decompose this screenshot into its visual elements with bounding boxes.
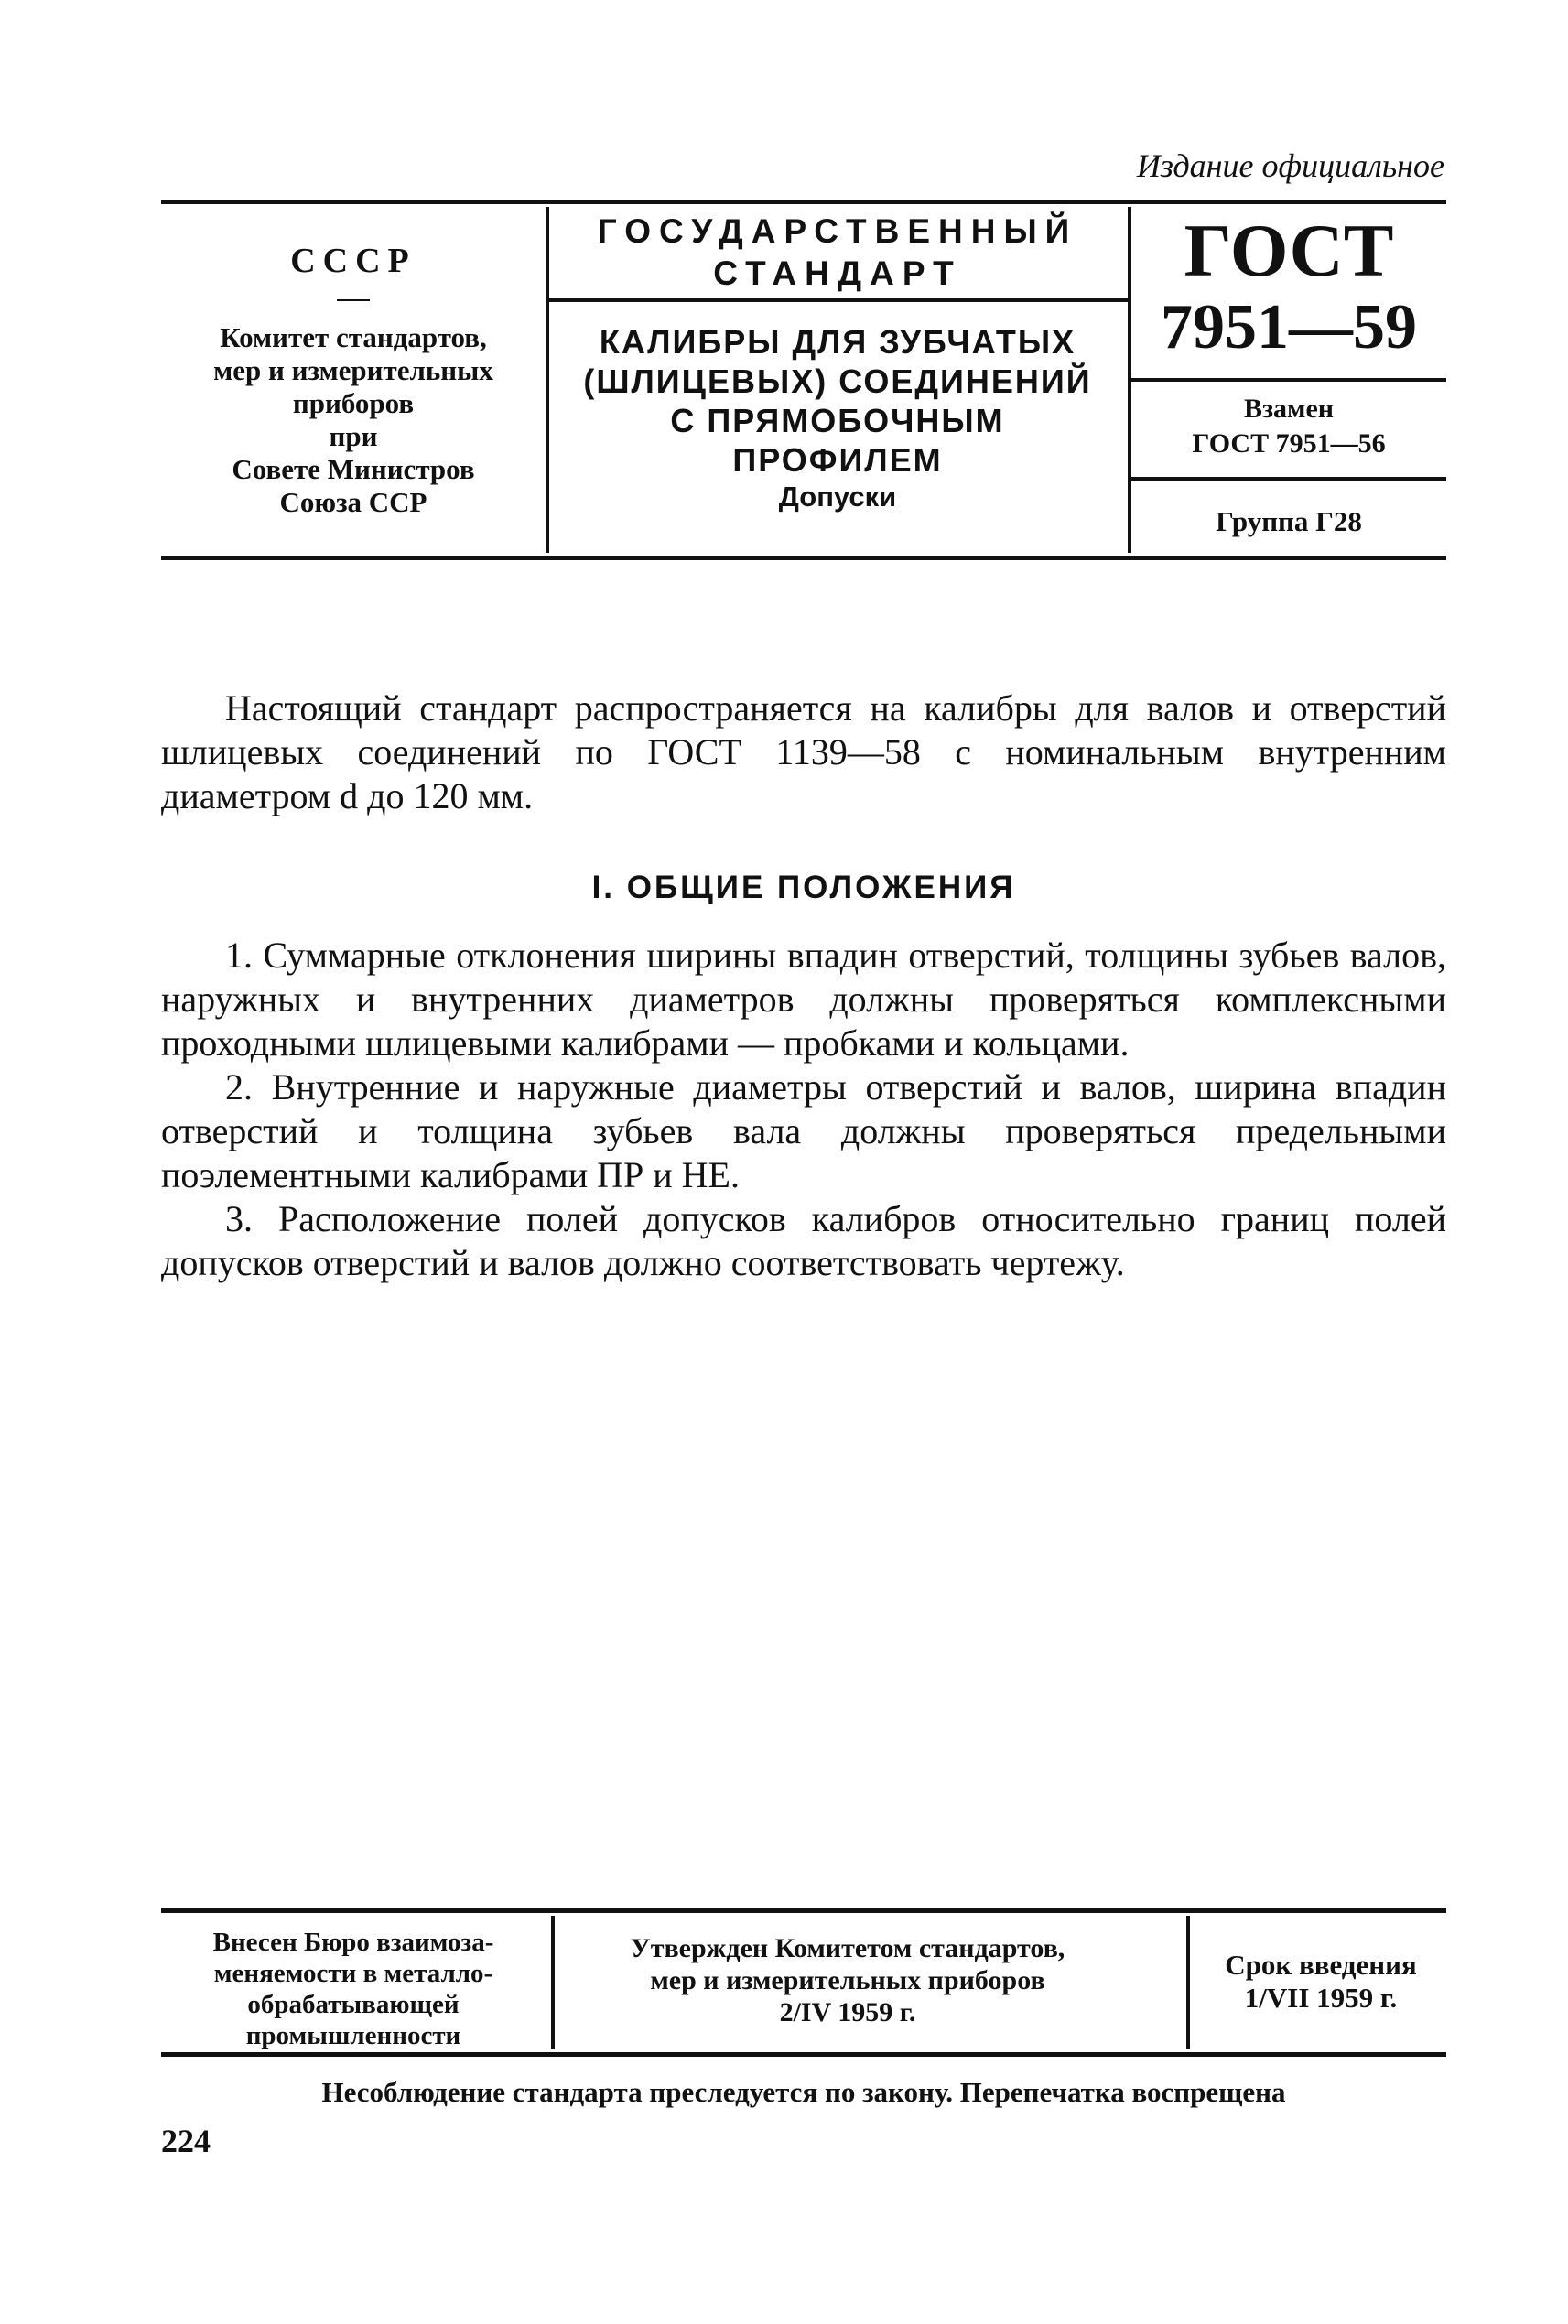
replaces-note: Взамен ГОСТ 7951—56 — [1192, 394, 1386, 459]
clause-list — [161, 934, 1446, 1285]
issuer-block — [161, 200, 546, 519]
document-subtitle: Допуски — [778, 481, 897, 513]
document-title: КАЛИБРЫ ДЛЯ ЗУБЧАТЫХ (ШЛИЦЕВЫХ) СОЕДИНЕНИЙ С ПРЯМОБОЧНЫМ ПРОФИЛЕМ — [583, 323, 1092, 479]
state-standard-label: ГОСУДАРСТВЕННЫЙ СТАНДАРТ — [597, 212, 1078, 292]
clause-item: 2. Внутренние и наружные диаметры отверстий и валов, ширина впадин отверстий и толщина зубьев вала должны проверяться предельными поэлементными калибрами ПР и НЕ. — [161, 1066, 1446, 1195]
edition-label: Издание официальное — [1136, 147, 1444, 184]
gost-block — [1131, 200, 1446, 538]
intro-paragraph: Настоящий стандарт распространяется на калибры для валов и отверстий шлицевых соединений по ГОСТ 1139—58 с номинальным внутренним диаметром d до 120 мм. — [161, 687, 1446, 816]
effective-date: Срок введения 1/VII 1959 г. — [1225, 1949, 1417, 2014]
footer-table — [161, 1908, 1446, 2057]
copyright-notice: Несоблюдение стандарта преследуется по закону. Перепечатка воспрещена — [321, 2076, 1286, 2108]
header-bottom-rule — [161, 556, 1446, 560]
footer-bottom-rule — [161, 2052, 1446, 2057]
page-number: 224 — [161, 2123, 211, 2159]
title-block — [549, 200, 1126, 514]
committee-name: Комитет стандартов, мер и измерительных приборов при Совете Министров Союза ССР — [213, 321, 493, 518]
clause-item: 1. Суммарные отклонения ширины впадин отверстий, толщины зубьев валов, наружных и внутренних диаметров должны проверяться комплексными проходными шлицевыми калибрами — пробками и кольцами. — [161, 935, 1446, 1064]
introduced-by: Внесен Бюро взаимоза- меняемости в металло- обрабатывающей промышленности — [212, 1928, 494, 2050]
approved-by: Утвержден Комитетом стандартов, мер и измерительных приборов 2/IV 1959 г. — [630, 1933, 1065, 2027]
separator-dash — [337, 299, 370, 301]
section-title: I. ОБЩИЕ ПОЛОЖЕНИЯ — [591, 870, 1016, 905]
country-label: СССР — [290, 242, 416, 280]
header-table — [161, 200, 1446, 560]
footer-divider-2 — [1186, 1916, 1190, 2049]
group-code: Группа Г28 — [1216, 505, 1362, 537]
gost-label: ГОСТ — [1184, 209, 1394, 292]
gost-number: 7951—59 — [1161, 292, 1417, 362]
clause-item: 3. Расположение полей допусков калибров относительно границ полей допусков отверстий и валов должно соответствовать чертежу. — [161, 1198, 1446, 1283]
footer-top-rule — [161, 1908, 1446, 1913]
